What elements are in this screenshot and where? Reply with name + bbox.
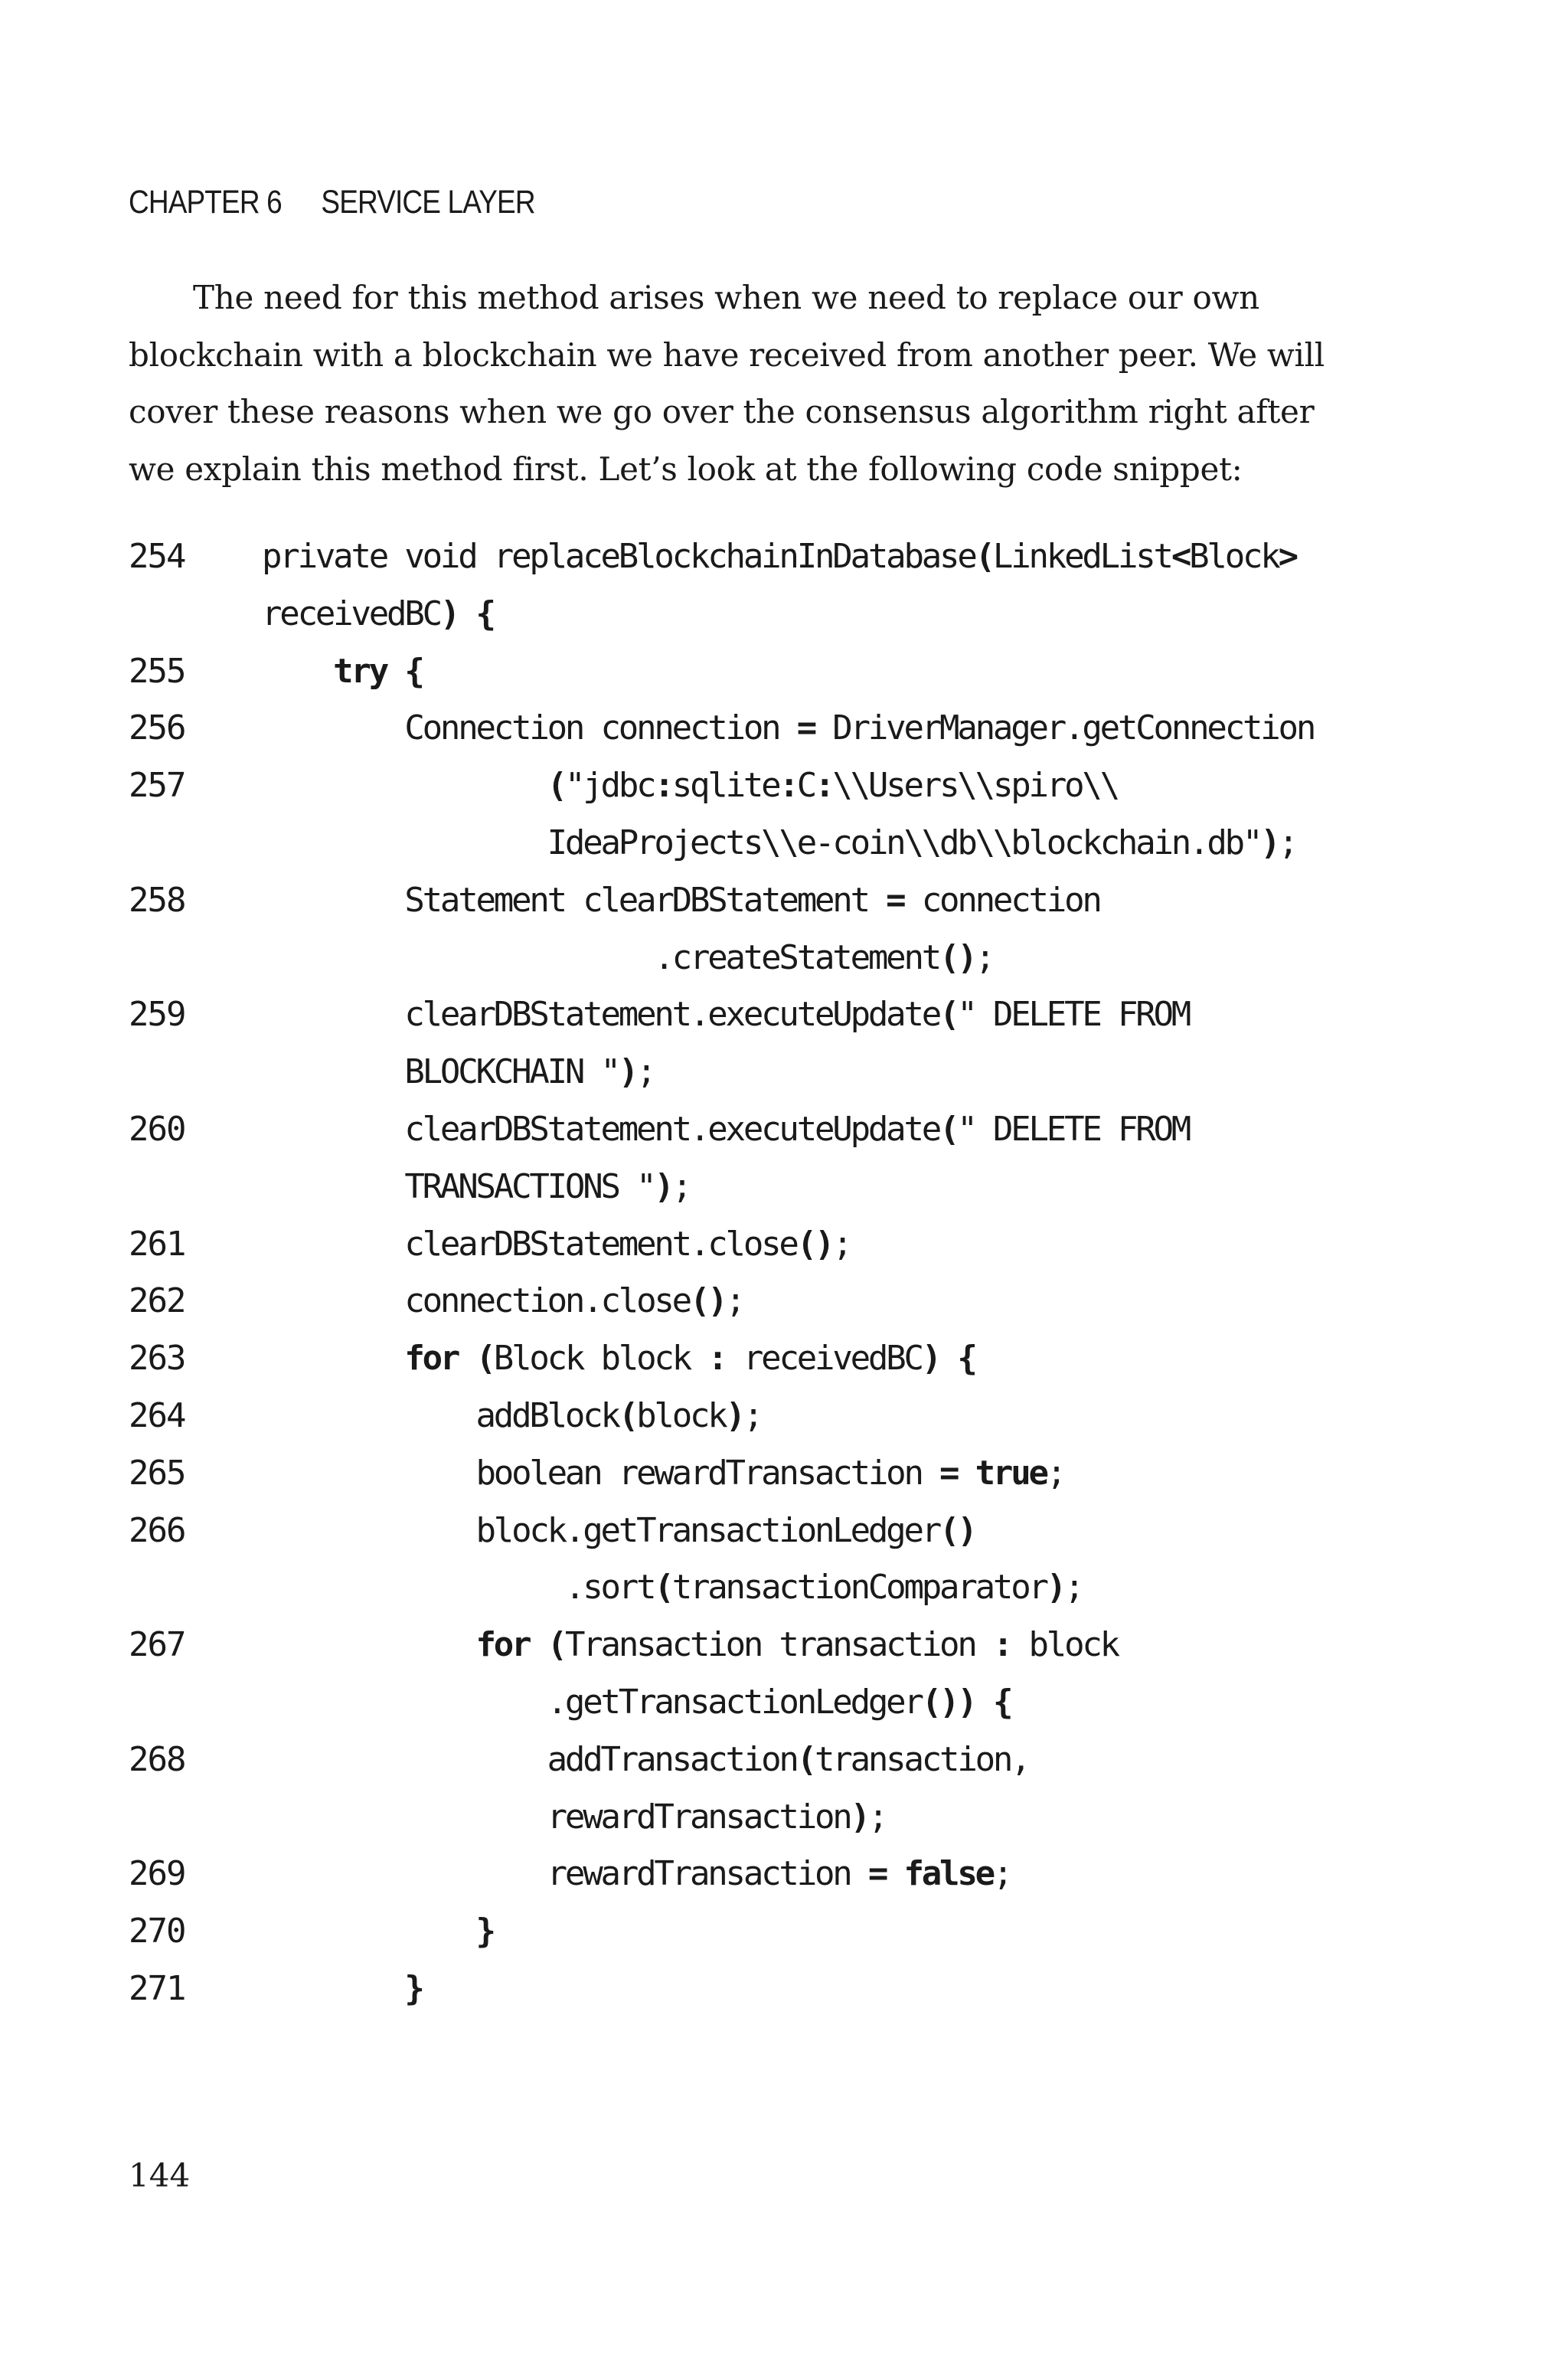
running-header bbox=[129, 184, 535, 221]
code-text: private void replaceBlockchainInDatabase(LinkedList<Block> bbox=[262, 537, 1296, 576]
line-number: 268 bbox=[129, 1739, 185, 1779]
code-line bbox=[129, 586, 1553, 643]
line-number: 254 bbox=[129, 537, 185, 576]
code-text: IdeaProjects\\e-coin\\db\\blockchain.db"); bbox=[262, 823, 1296, 862]
code-line bbox=[129, 872, 1553, 930]
line-number: 261 bbox=[129, 1224, 185, 1264]
line-number: 257 bbox=[129, 766, 185, 806]
code-line bbox=[129, 1044, 1553, 1101]
code-text: rewardTransaction); bbox=[262, 1797, 887, 1837]
line-number: 269 bbox=[129, 1854, 185, 1894]
code-text: Connection connection = DriverManager.getConnection bbox=[262, 708, 1315, 748]
code-line bbox=[129, 1617, 1553, 1674]
line-number: 271 bbox=[129, 1968, 185, 2008]
line-number: 265 bbox=[129, 1453, 185, 1493]
code-line bbox=[129, 700, 1553, 757]
code-text: clearDBStatement.close(); bbox=[262, 1224, 851, 1264]
paragraph-line: cover these reasons when we go over the consensus algorithm right after bbox=[129, 393, 1315, 430]
page-number: 144 bbox=[129, 2157, 191, 2194]
code-line bbox=[129, 1101, 1553, 1159]
code-listing bbox=[129, 528, 1553, 2018]
code-line bbox=[129, 757, 1553, 815]
code-text: TRANSACTIONS "); bbox=[262, 1166, 690, 1206]
code-line bbox=[129, 1273, 1553, 1330]
code-text: clearDBStatement.executeUpdate(" DELETE FROM bbox=[262, 995, 1190, 1035]
line-number: 264 bbox=[129, 1395, 185, 1435]
line-number: 256 bbox=[129, 708, 185, 748]
code-line bbox=[129, 1445, 1553, 1503]
code-text: clearDBStatement.executeUpdate(" DELETE FROM bbox=[262, 1109, 1190, 1149]
chapter-label: CHAPTER 6 bbox=[129, 184, 282, 221]
code-text: for (Block block : receivedBC) { bbox=[404, 1339, 975, 1379]
intro-paragraph bbox=[129, 270, 1384, 498]
code-line bbox=[129, 930, 1553, 987]
code-line bbox=[129, 1846, 1553, 1903]
paragraph-line: blockchain with a blockchain we have received from another peer. We will bbox=[129, 335, 1325, 374]
paragraph-line: we explain this method first. Let’s look at the following code snippet: bbox=[129, 450, 1243, 488]
code-line bbox=[129, 1159, 1553, 1216]
code-text: addBlock(block); bbox=[262, 1395, 762, 1435]
line-number: 266 bbox=[129, 1510, 185, 1550]
code-text: ("jdbc:sqlite:C:\\Users\\spiro\\ bbox=[547, 766, 1118, 806]
code-text: } bbox=[404, 1968, 423, 2008]
code-text: connection.close(); bbox=[262, 1281, 743, 1321]
paragraph-line: The need for this method arises when we need to replace our own bbox=[193, 279, 1259, 316]
code-text: Statement clearDBStatement = connection bbox=[262, 880, 1100, 920]
line-number: 262 bbox=[129, 1281, 185, 1321]
code-line bbox=[129, 1503, 1553, 1560]
code-line bbox=[129, 1559, 1553, 1617]
code-line bbox=[129, 528, 1553, 586]
code-text: receivedBC) { bbox=[262, 594, 494, 633]
code-line bbox=[129, 1388, 1553, 1445]
code-line bbox=[129, 1789, 1553, 1846]
code-text: rewardTransaction = false; bbox=[262, 1854, 1011, 1894]
code-text: .sort(transactionComparator); bbox=[262, 1568, 1083, 1608]
line-number: 259 bbox=[129, 995, 185, 1035]
line-number: 270 bbox=[129, 1912, 185, 1951]
line-number: 260 bbox=[129, 1109, 185, 1149]
code-line bbox=[129, 1330, 1553, 1388]
code-text: boolean rewardTransaction = true; bbox=[262, 1453, 1065, 1493]
code-line bbox=[129, 1961, 1553, 2018]
line-number: 258 bbox=[129, 880, 185, 920]
code-line bbox=[129, 1732, 1553, 1789]
section-label: SERVICE LAYER bbox=[321, 184, 535, 221]
code-text: for (Transaction transaction : block bbox=[475, 1625, 1118, 1665]
code-text: } bbox=[475, 1912, 494, 1951]
code-text: .getTransactionLedger()) { bbox=[262, 1682, 1011, 1722]
code-text: addTransaction(transaction, bbox=[262, 1739, 1029, 1779]
code-text: BLOCKCHAIN "); bbox=[262, 1052, 655, 1092]
code-text: try { bbox=[333, 651, 423, 691]
code-text: .createStatement(); bbox=[262, 937, 993, 977]
code-line bbox=[129, 1674, 1553, 1732]
code-line bbox=[129, 643, 1553, 701]
line-number: 255 bbox=[129, 651, 185, 691]
code-line bbox=[129, 986, 1553, 1044]
code-text: block.getTransactionLedger() bbox=[262, 1510, 975, 1550]
code-line bbox=[129, 1216, 1553, 1274]
code-line bbox=[129, 1903, 1553, 1961]
line-number: 267 bbox=[129, 1625, 185, 1665]
line-number: 263 bbox=[129, 1339, 185, 1379]
code-line bbox=[129, 815, 1553, 872]
